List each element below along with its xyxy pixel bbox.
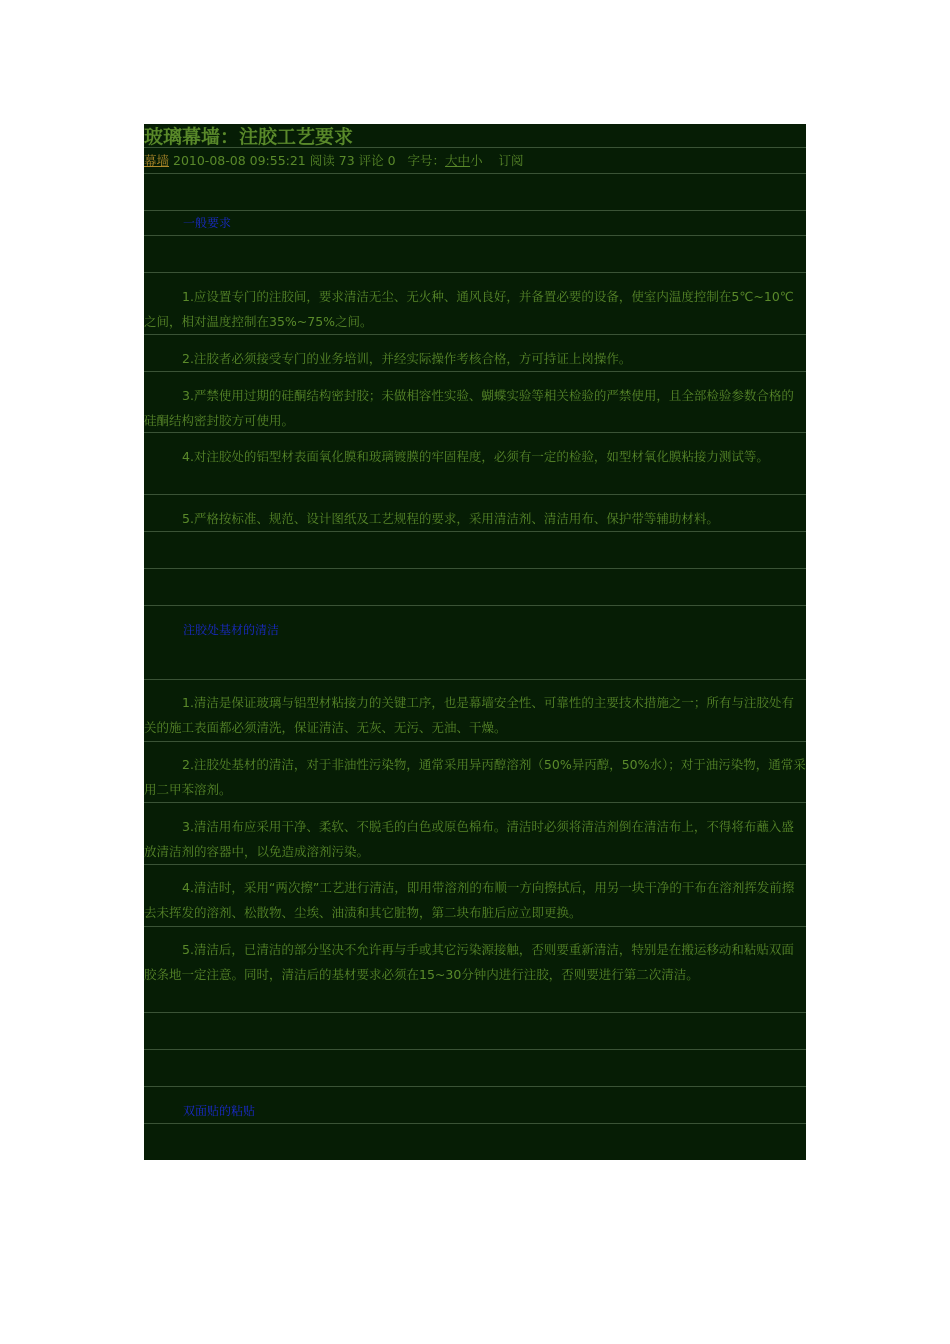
author-link[interactable]: 幕墙: [144, 153, 170, 168]
read-label: 阅读: [309, 153, 335, 168]
article-title: 玻璃幕墙：注胶工艺要求: [144, 126, 354, 148]
paragraph: 4.对注胶处的铝型材表面氧化膜和玻璃镀膜的牢固程度，必须有一定的检验，如型材氧化膜粘接力测试等。: [182, 449, 769, 464]
article-container: [144, 124, 806, 1160]
paragraph: 1.应设置专门的注胶间，要求清洁无尘、无火种、通风良好，并备置必要的设备，使室内温度控制在5℃~10℃之间，相对温度控制在35%~75%之间。: [144, 289, 794, 329]
font-size-big-button[interactable]: [445, 153, 470, 168]
paragraph: 5.严格按标准、规范、设计图纸及工艺规程的要求，采用清洁剂、清洁用布、保护带等辅助材料。: [182, 511, 719, 526]
row-divider: [144, 802, 806, 803]
comment-label[interactable]: 评论: [358, 153, 384, 168]
row-divider: [144, 371, 806, 372]
font-size-medium-button[interactable]: 中: [457, 153, 471, 168]
row-divider: [144, 568, 806, 569]
row-divider: [144, 531, 806, 532]
row-divider: [144, 1086, 806, 1087]
row-divider: [144, 1123, 806, 1124]
post-datetime: 2010-08-08 09:55:21: [173, 153, 306, 168]
row-divider: [144, 679, 806, 680]
paragraph: 1.清洁是保证玻璃与铝型材粘接力的关键工序，也是幕墙安全性、可靠性的主要技术措施之一；所有与注胶处有关的施工表面都必须清洗，保证清洁、无灰、无污、无油、干燥。: [144, 695, 794, 735]
paragraph: 5.清洁后，已清洁的部分坚决不允许再与手或其它污染源接触，否则要重新清洁，特别是在搬运移动和粘贴双面胶条地一定注意。同时，清洁后的基材要求必须在15~30分钟内进行注胶，否则要进行第二次清洁。: [144, 942, 794, 982]
row-divider: [144, 334, 806, 335]
row-divider: [144, 741, 806, 742]
section-heading-double-sided-tape[interactable]: 双面贴的粘贴: [183, 1104, 256, 1118]
row-divider: [144, 1012, 806, 1013]
row-divider: [144, 272, 806, 273]
row-divider: [144, 605, 806, 606]
font-size-big-label: 大: [445, 153, 458, 168]
comment-count: 0: [387, 153, 396, 168]
row-divider: [144, 494, 806, 495]
row-divider: [144, 864, 806, 865]
font-size-small-button[interactable]: 小: [470, 153, 483, 168]
paragraph: 2.注胶处基材的清洁，对于非油性污染物，通常采用异丙醇溶剂（50%异丙醇，50%水）；对于油污染物，通常采用二甲苯溶剂。: [144, 757, 806, 797]
row-divider: [144, 210, 806, 211]
row-divider: [144, 926, 806, 927]
paragraph: 3.严禁使用过期的硅酮结构密封胶；未做相容性实验、蝴蝶实验等相关检验的严禁使用，且全部检验参数合格的硅酮结构密封胶方可使用。: [144, 388, 794, 428]
paragraph: 3.清洁用布应采用干净、柔软、不脱毛的白色或原色棉布。清洁时必须将清洁剂倒在清洁布上，不得将布蘸入盛放清洁剂的容器中，以免造成溶剂污染。: [144, 819, 794, 859]
row-divider: [144, 1049, 806, 1050]
font-size-label: 字号：: [407, 153, 446, 168]
paragraph: 4.清洁时，采用“两次擦”工艺进行清洁，即用带溶剂的布顺一方向擦拭后，用另一块干净的干布在溶剂挥发前擦去未挥发的溶剂、松散物、尘埃、油渍和其它脏物，第二块布脏后应立即更换。: [144, 880, 795, 920]
section-heading-general[interactable]: 一般要求: [183, 216, 232, 230]
section-heading-cleaning[interactable]: 注胶处基材的清洁: [183, 623, 280, 637]
subscribe-link[interactable]: 订阅: [498, 153, 524, 168]
article-meta: [144, 152, 524, 170]
paragraph: 2.注胶者必须接受专门的业务培训，并经实际操作考核合格，方可持证上岗操作。: [182, 351, 632, 366]
row-divider: [144, 235, 806, 236]
row-divider: [144, 173, 806, 174]
read-count: 73: [338, 153, 355, 168]
